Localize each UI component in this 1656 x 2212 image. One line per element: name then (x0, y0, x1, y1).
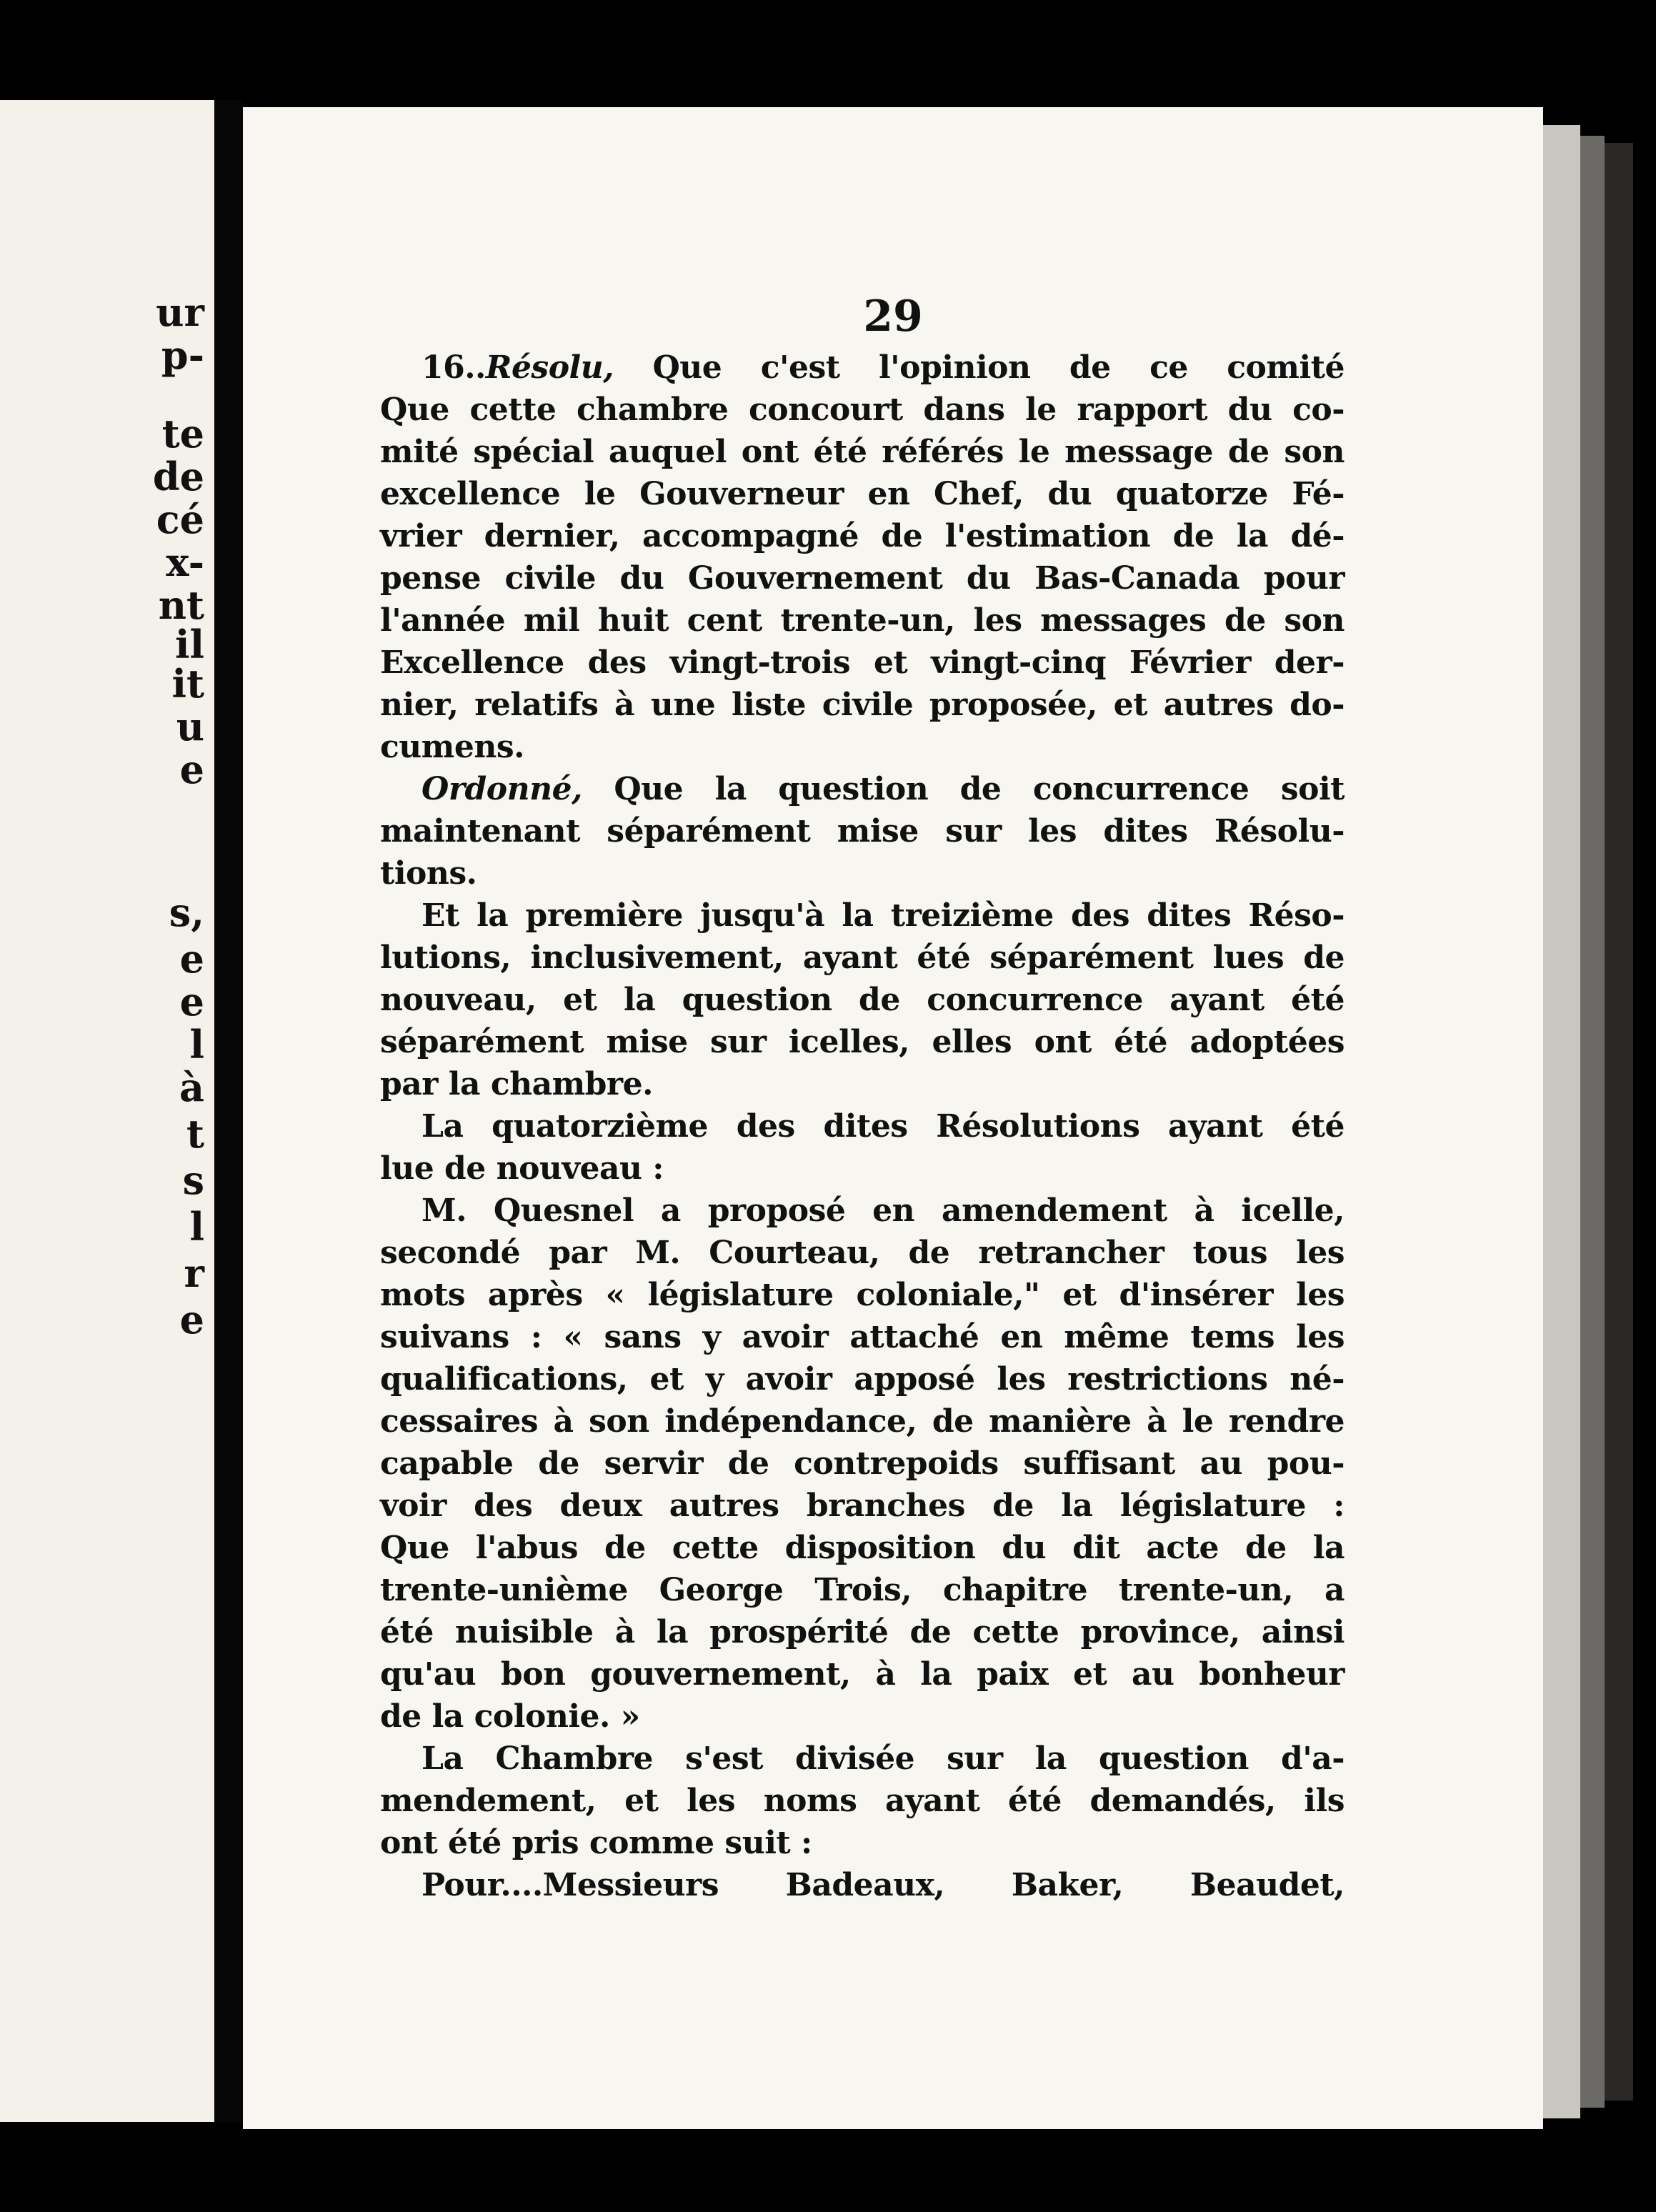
text-line (380, 726, 1345, 768)
text-line (380, 684, 1345, 726)
book-cover-edge (1605, 143, 1633, 2101)
text-run: par la chambre. (380, 1066, 653, 1102)
italic-text-run: Résolu, (485, 349, 614, 386)
text-run: séparément mise sur icelles, elles ont été adoptées (380, 1024, 1345, 1060)
left-page-text-fragment: t (186, 1111, 204, 1157)
text-line (380, 431, 1345, 473)
text-run: lue de nouveau : (380, 1150, 664, 1187)
left-page-text-fragment: nt (158, 582, 204, 628)
text-run: vrier dernier, accompagné de l'estimation de la dé- (380, 518, 1345, 554)
paragraph (380, 1105, 1345, 1190)
text-run: Excellence des vingt-trois et vingt-cinq Février der- (380, 644, 1345, 681)
left-page-text-fragment: s (182, 1157, 204, 1203)
paragraph (380, 347, 1345, 768)
text-run: 16.. (422, 349, 486, 386)
text-line (380, 1695, 1345, 1738)
text-run: mots après « législature coloniale," et d'insérer les (380, 1277, 1345, 1313)
text-run: lutions, inclusivement, ayant été séparément lues de (380, 940, 1345, 976)
text-line (380, 1569, 1345, 1611)
text-line (380, 599, 1345, 642)
text-line (380, 1485, 1345, 1527)
text-line (380, 852, 1345, 895)
text-line (380, 1653, 1345, 1695)
left-page-text-fragment: e (179, 1297, 204, 1342)
text-line (380, 1443, 1345, 1485)
left-page-text-fragment: l (189, 1204, 204, 1250)
text-run: M. Quesnel a proposé en amendement à icelle, (422, 1192, 1345, 1229)
left-page-text-fragment: e (179, 747, 204, 792)
left-page-text-fragment: de (152, 454, 204, 499)
text-run: qualifications, et y avoir apposé les restrictions né- (380, 1361, 1345, 1398)
text-line (380, 347, 1345, 389)
text-line (380, 1400, 1345, 1443)
paragraph (380, 1190, 1345, 1738)
text-run: secondé par M. Courteau, de retrancher tous les (380, 1235, 1345, 1271)
left-page-text-fragment: p- (161, 332, 204, 378)
text-run: excellence le Gouverneur en Chef, du quatorze Fé- (380, 476, 1345, 512)
page-edge (1543, 125, 1580, 2118)
text-line (380, 1358, 1345, 1400)
text-line (380, 1738, 1345, 1780)
book-gutter (214, 100, 243, 2122)
text-run: voir des deux autres branches de la législature : (380, 1488, 1345, 1524)
text-run: pense civile du Gouvernement du Bas-Canada pour (380, 560, 1345, 597)
text-line (380, 1105, 1345, 1147)
text-run: Pour....Messieurs Badeaux, Baker, Beaudet, (422, 1867, 1345, 1903)
text-run: mendement, et les noms ayant été demandés, ils (380, 1783, 1345, 1819)
text-line (380, 515, 1345, 557)
left-page-text-fragment: x- (166, 539, 204, 585)
left-page-text-fragment: e (179, 936, 204, 982)
text-line (380, 473, 1345, 515)
text-line (380, 768, 1345, 810)
paragraph (380, 768, 1345, 895)
text-line (380, 389, 1345, 431)
text-run: cessaires à son indépendance, de manière à le rendre (380, 1403, 1345, 1440)
left-page-text-fragment: it (171, 661, 204, 707)
italic-text-run: Ordonné, (422, 771, 582, 807)
text-run: Et la première jusqu'à la treizième des dites Réso- (422, 897, 1345, 934)
text-run: suivans : « sans y avoir attaché en même tems les (380, 1319, 1345, 1355)
text-run: l'année mil huit cent trente-un, les messages de son (380, 602, 1345, 639)
text-run: ont été pris comme suit : (380, 1825, 812, 1861)
text-line (380, 1316, 1345, 1358)
text-run: Que cette chambre concourt dans le rapport du co- (380, 392, 1345, 428)
text-line (380, 810, 1345, 852)
left-page-text-fragment: ur (156, 289, 204, 335)
text-line (380, 1063, 1345, 1105)
text-run: qu'au bon gouvernement, à la paix et au bonheur (380, 1656, 1345, 1693)
text-line (380, 979, 1345, 1021)
left-page-text-fragment: l (189, 1022, 204, 1067)
text-line (380, 1822, 1345, 1864)
left-page-text-fragment: te (161, 411, 204, 457)
text-line (380, 895, 1345, 937)
text-line (380, 937, 1345, 979)
page-number: 29 (863, 292, 923, 342)
text-run: La Chambre s'est divisée sur la question d'a- (422, 1740, 1345, 1777)
left-page-text-fragment: il (174, 622, 204, 667)
page-edge-shadow (1580, 136, 1605, 2108)
text-line (380, 1780, 1345, 1822)
text-line (380, 1527, 1345, 1569)
text-run: tions. (380, 855, 477, 892)
text-line (380, 1274, 1345, 1316)
left-page-text-fragment: e (179, 979, 204, 1025)
text-line (380, 642, 1345, 684)
text-run: Que l'abus de cette disposition du dit acte de la (380, 1530, 1345, 1566)
text-run: été nuisible à la prospérité de cette province, ainsi (380, 1614, 1345, 1650)
text-line (380, 1864, 1345, 1906)
left-page-text-fragment: s, (169, 890, 204, 935)
left-page-text-fragment: à (179, 1065, 204, 1110)
text-run: Que c'est l'opinion de ce comité (614, 349, 1345, 386)
text-run: cumens. (380, 729, 524, 765)
paragraph (380, 1864, 1345, 1906)
page-body-text (380, 347, 1345, 1906)
left-page-text-fragment: r (184, 1250, 204, 1296)
text-line (380, 557, 1345, 599)
paragraph (380, 1738, 1345, 1864)
text-run: de la colonie. » (380, 1698, 640, 1735)
text-line (380, 1021, 1345, 1063)
text-run: maintenant séparément mise sur les dites Résolu- (380, 813, 1345, 850)
text-run: nouveau, et la question de concurrence ayant été (380, 982, 1345, 1018)
left-page-text-fragment: cé (156, 497, 204, 542)
text-line (380, 1232, 1345, 1274)
text-run: capable de servir de contrepoids suffisant au pou- (380, 1445, 1345, 1482)
previous-page-fragment (0, 100, 219, 2122)
text-line (380, 1190, 1345, 1232)
text-run: trente-unième George Trois, chapitre trente-un, a (380, 1572, 1345, 1608)
text-run: nier, relatifs à une liste civile proposée, et autres do- (380, 687, 1345, 723)
text-run: Que la question de concurrence soit (582, 771, 1345, 807)
text-line (380, 1611, 1345, 1653)
left-page-text-fragment: u (176, 704, 204, 749)
text-line (380, 1147, 1345, 1190)
text-run: La quatorzième des dites Résolutions ayant été (422, 1108, 1345, 1145)
text-run: mité spécial auquel ont été référés le message de son (380, 434, 1345, 470)
paragraph (380, 895, 1345, 1105)
